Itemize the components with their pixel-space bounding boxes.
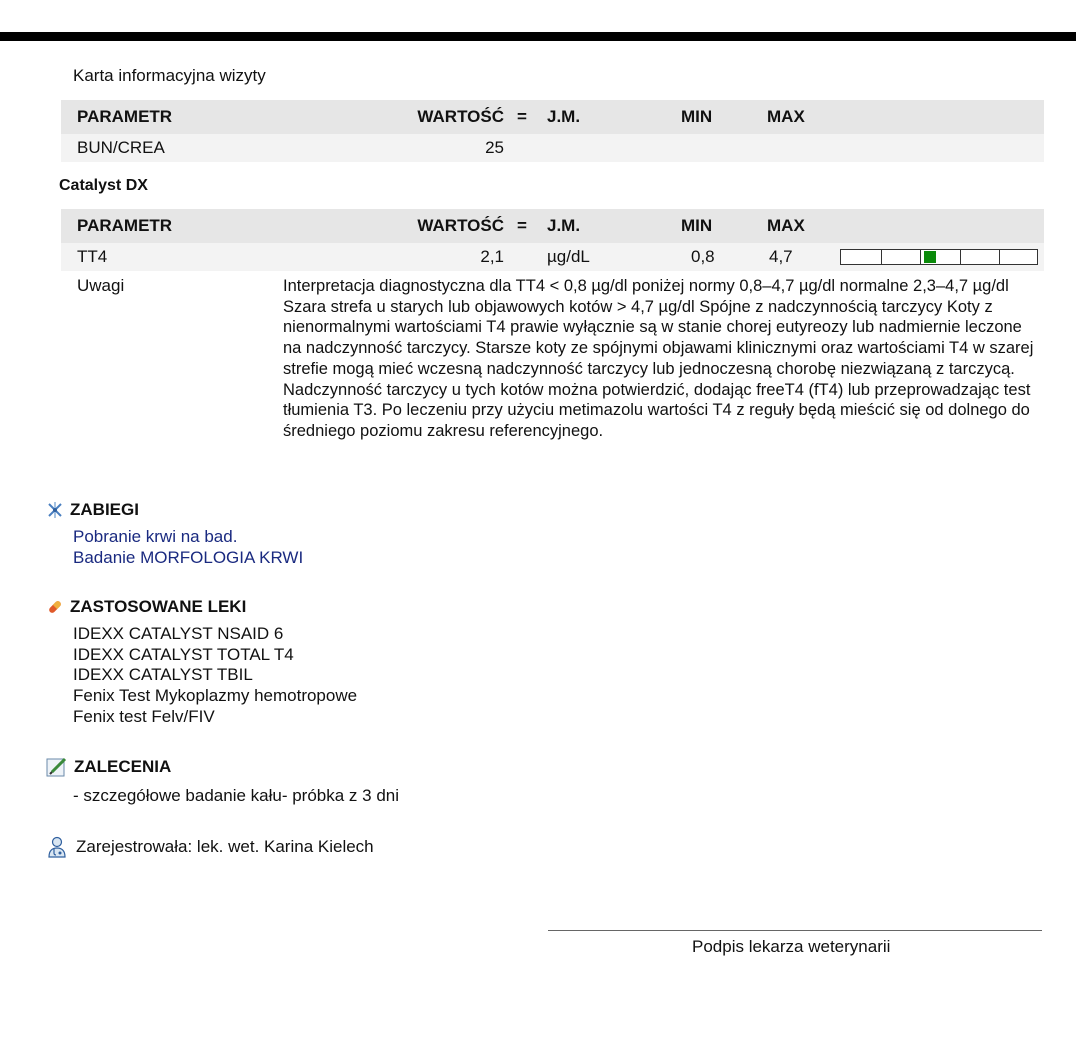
- header-eq: =: [517, 107, 527, 126]
- registered-by-text: Zarejestrowała: lek. wet. Karina Kielech: [76, 837, 374, 856]
- leki-heading: [46, 597, 246, 617]
- header-max: MAX: [767, 216, 805, 235]
- list-item: - szczegółowe badanie kału- próbka z 3 dni: [73, 786, 400, 805]
- list-item: IDEXX CATALYST TOTAL T4: [73, 644, 294, 664]
- leki-list: [73, 624, 357, 728]
- row-param: TT4: [77, 247, 108, 266]
- list-item: Fenix Test Mykoplazmy hemotropowe: [73, 686, 358, 706]
- top-border-bar: [0, 32, 1076, 41]
- range-segment-divider: [881, 250, 882, 264]
- range-segment-divider: [999, 250, 1000, 264]
- list-item: Pobranie krwi na bad.: [73, 527, 238, 546]
- list-item: IDEXX CATALYST NSAID 6: [73, 624, 284, 643]
- table-header: [61, 209, 1044, 243]
- header-min: MIN: [681, 107, 713, 126]
- zabiegi-heading: [46, 500, 139, 520]
- signature-label: Podpis lekarza weterynarii: [692, 937, 891, 956]
- row-unit: µg/dL: [547, 247, 590, 266]
- list-item: IDEXX CATALYST TBIL: [73, 665, 253, 685]
- table-row: [61, 243, 1044, 271]
- zalecenia-heading: [46, 756, 171, 778]
- zabiegi-title: ZABIEGI: [70, 500, 139, 519]
- row-param: BUN/CREA: [77, 138, 165, 157]
- zalecenia-list: [73, 786, 399, 807]
- zabiegi-list: [73, 527, 303, 568]
- range-segment-divider: [960, 250, 961, 264]
- range-segment-divider: [920, 250, 921, 264]
- header-param: PARAMETR: [77, 107, 173, 126]
- registered-by: [46, 836, 374, 858]
- notes-label: Uwagi: [77, 276, 125, 295]
- row-value: 2,1: [480, 247, 504, 266]
- results-table: [61, 100, 1044, 162]
- reference-range-indicator: [840, 249, 1038, 265]
- notes-text: Interpretacja diagnostyczna dla TT4 < 0,8 µg/dl poniżej normy 0,8–4,7 µg/dl normalne 2,3–4,7 µg/dl Szara strefa u starych lub objawowych kotów > 4,7 µg/dl Spójne z nadczynnością tarczycy Koty z nienormalnymi wartościami T4 prawie wyłącznie są w stanie chorej eutyreozy lub nadmiernie leczone na nadczynność tarczycy. Starsze koty ze spójnymi objawami klinicznymi oraz wartościami T4 w szarej strefie mogą mieć wczesną nadczynność tarczycy lub jednoczesną chorobę niezwiązaną z tarczycą. Nadczynność tarczycy u tych kotów można potwierdzić, dodając freeT4 (fT4) lub przeprowadzając test tłumienia T3. Po leczeniu przy użyciu metimazolu wartości T4 z reguły będą mieścić się od dolnego do średniego poziomu zakresu referencyjnego.: [283, 277, 1034, 440]
- header-value: WARTOŚĆ: [417, 107, 504, 126]
- range-value-marker: [924, 251, 936, 263]
- table-row: [61, 134, 1044, 162]
- signature-line: [548, 930, 1042, 931]
- syringe-icon: [46, 501, 64, 519]
- list-item: Fenix test Felv/FIV: [73, 706, 215, 726]
- catalyst-table: [61, 209, 1044, 271]
- leki-title: ZASTOSOWANE LEKI: [70, 597, 247, 616]
- document-title: Karta informacyjna wizyty: [73, 66, 266, 85]
- header-unit: J.M.: [547, 216, 581, 235]
- row-max: 4,7: [769, 247, 793, 266]
- header-eq: =: [517, 216, 527, 235]
- row-value: 25: [485, 138, 504, 157]
- row-min: 0,8: [691, 247, 715, 266]
- doctor-icon: [46, 836, 68, 858]
- pill-icon: [46, 598, 64, 616]
- table-header: [61, 100, 1044, 134]
- list-item: Badanie MORFOLOGIA KRWI: [73, 547, 304, 567]
- pencil-note-icon: [46, 756, 68, 778]
- zalecenia-title: ZALECENIA: [74, 757, 172, 776]
- header-unit: J.M.: [547, 107, 581, 126]
- header-min: MIN: [681, 216, 713, 235]
- header-value: WARTOŚĆ: [417, 216, 504, 235]
- header-max: MAX: [767, 107, 805, 126]
- catalyst-section-label: Catalyst DX: [59, 177, 148, 194]
- header-param: PARAMETR: [77, 216, 173, 235]
